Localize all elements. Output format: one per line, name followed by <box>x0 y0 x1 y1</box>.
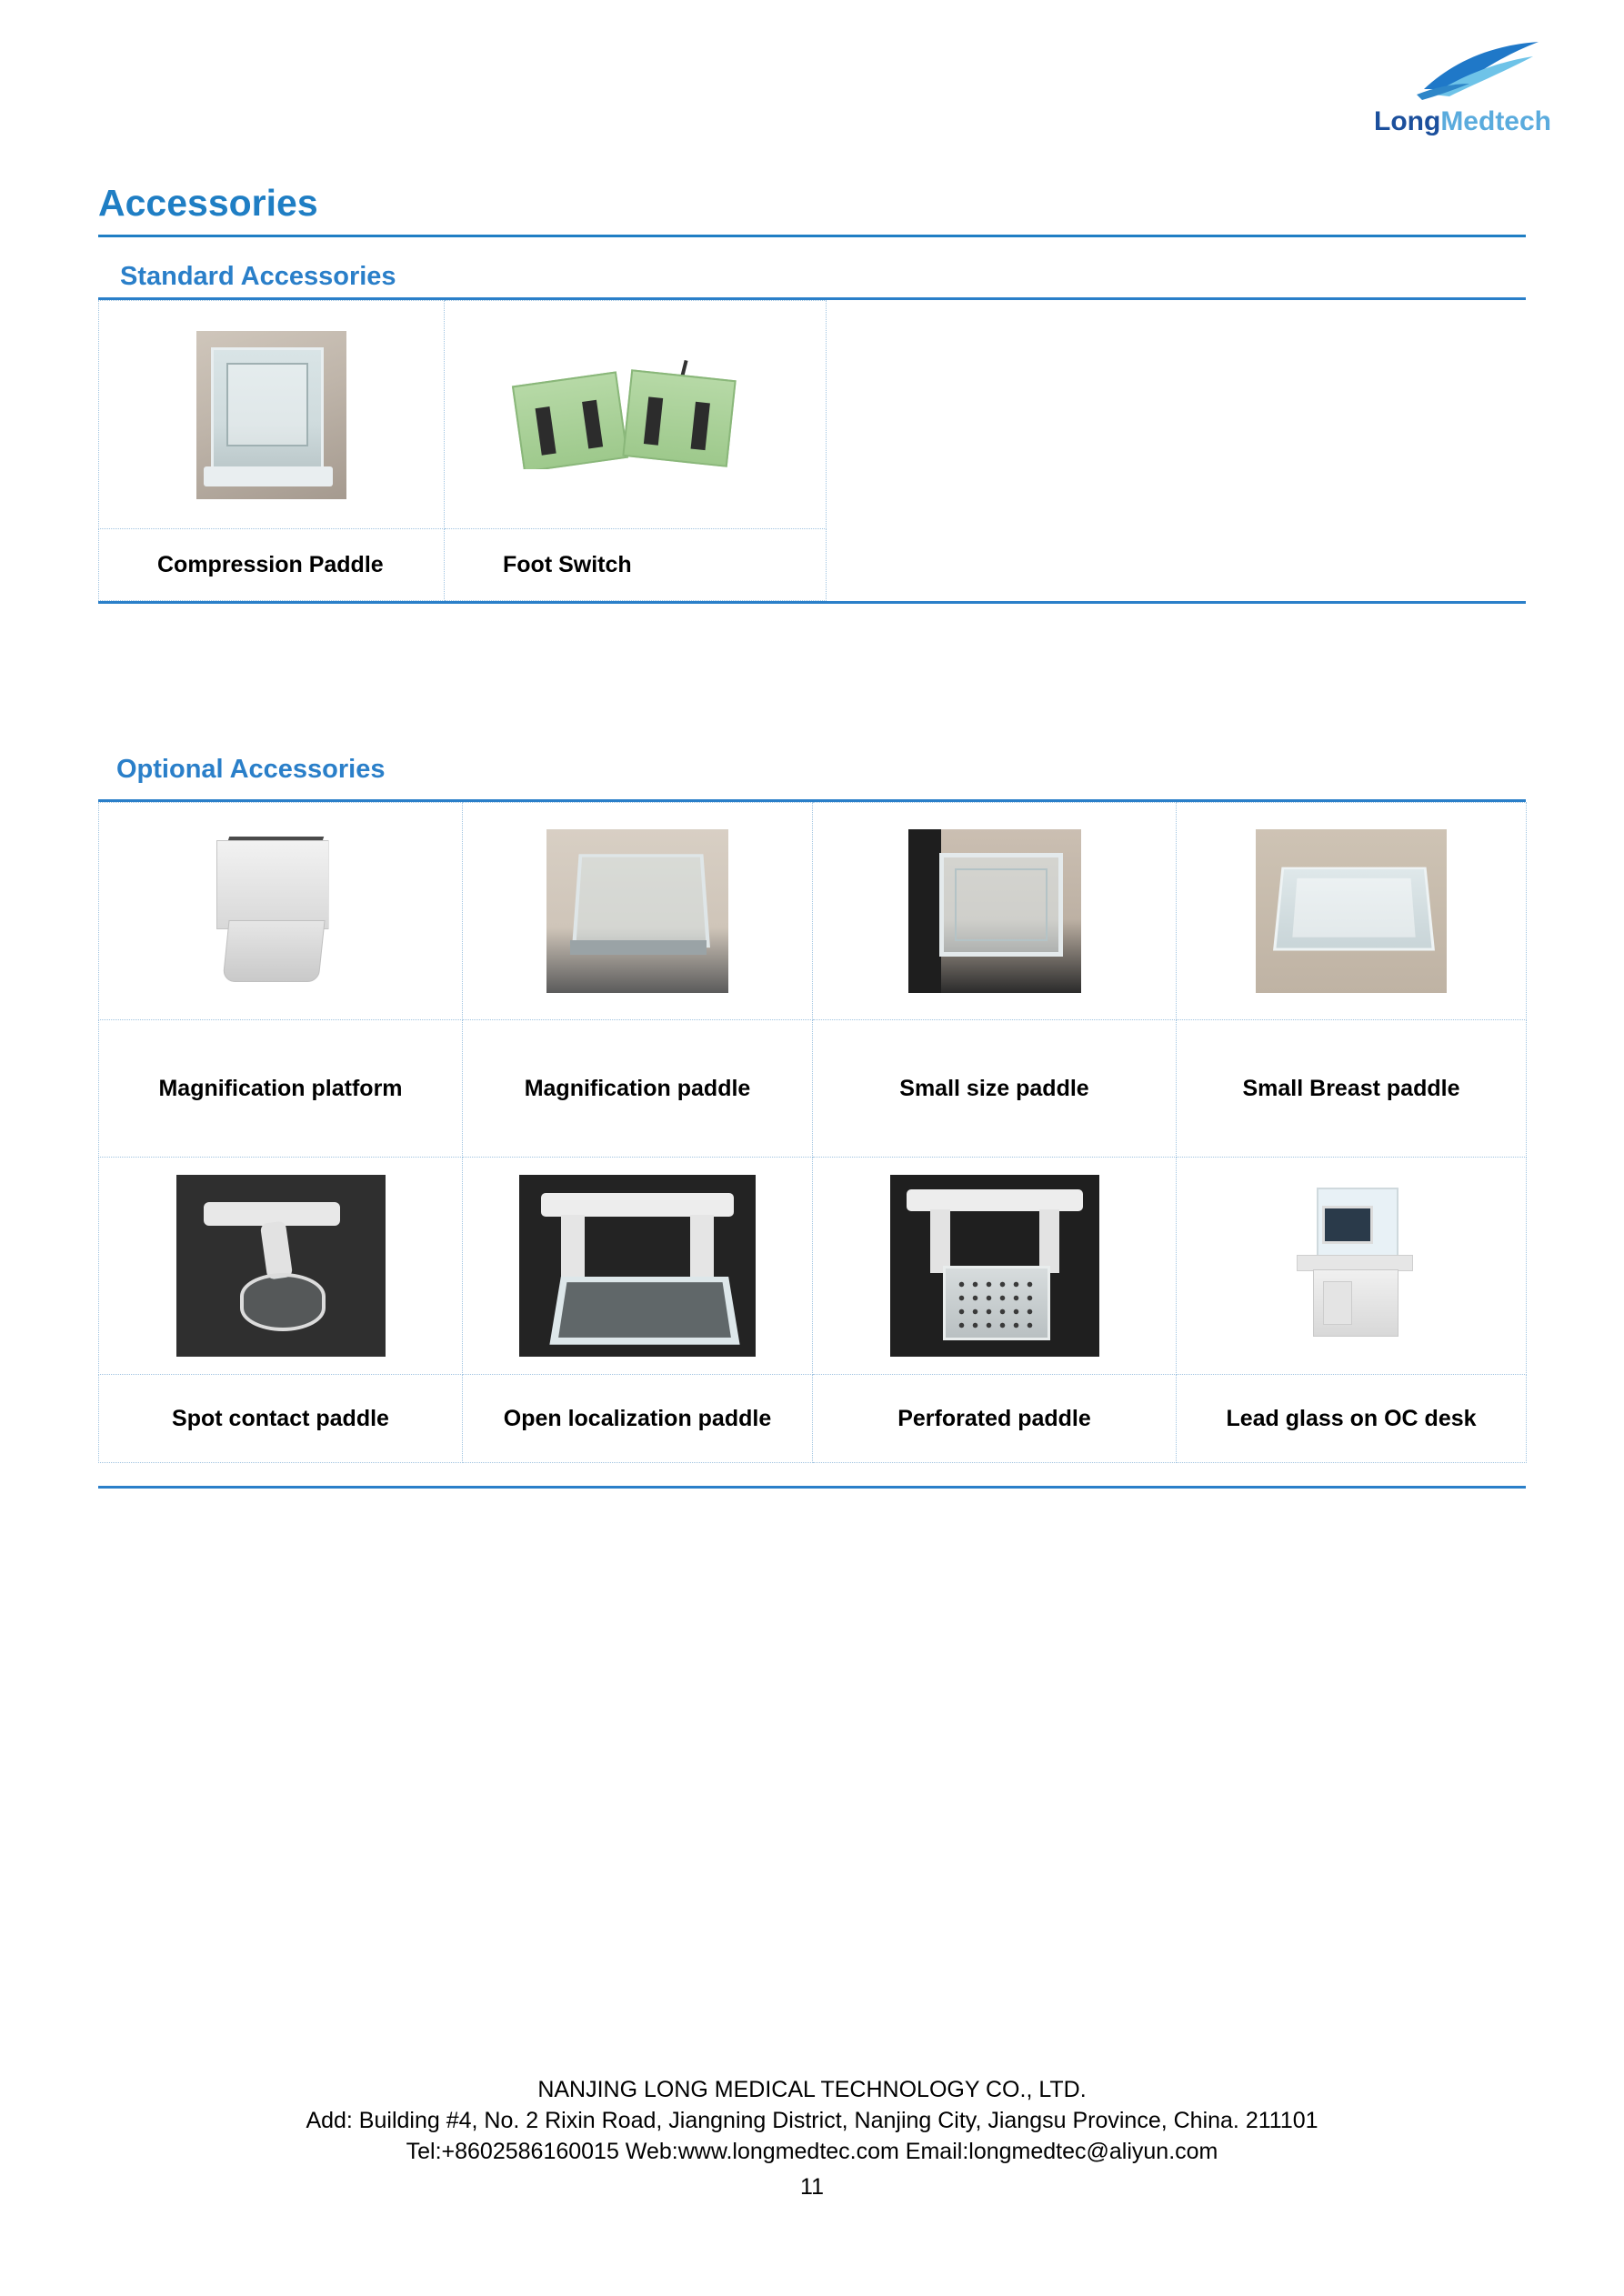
title-divider <box>98 235 1526 237</box>
caption-open-localization-paddle: Open localization paddle <box>503 1406 772 1431</box>
caption-small-breast-paddle: Small Breast paddle <box>1242 1076 1460 1101</box>
optional-caption-cell-magnification-platform <box>99 1020 463 1158</box>
optional-image-cell-lead-glass-oc-desk <box>1177 1158 1527 1375</box>
magnification-platform-photo <box>195 829 367 993</box>
optional-accessories-table <box>98 802 1527 1463</box>
table-row <box>99 1375 1527 1463</box>
company-logo <box>1315 36 1551 137</box>
caption-small-size-paddle: Small size paddle <box>899 1076 1089 1101</box>
optional-table-bottom-rule <box>98 1486 1526 1489</box>
standard-image-cell-foot-switch <box>445 301 827 529</box>
standard-accessories-table <box>98 300 827 601</box>
page-title: Accessories <box>98 182 318 224</box>
open-localization-paddle-photo <box>519 1175 756 1357</box>
optional-caption-cell-magnification-paddle <box>463 1020 813 1158</box>
standard-table-bottom-rule <box>98 601 1526 604</box>
logo-wordmark <box>1315 106 1551 137</box>
optional-image-cell-spot-contact-paddle <box>99 1158 463 1375</box>
caption-compression-paddle: Compression Paddle <box>157 552 384 577</box>
caption-magnification-paddle: Magnification paddle <box>524 1076 751 1101</box>
footer-address: Add: Building #4, No. 2 Rixin Road, Jiangning District, Nanjing City, Jiangsu Province, China. 211101 <box>306 2107 1318 2133</box>
table-row <box>99 1158 1527 1375</box>
section-heading-standard: Standard Accessories <box>120 262 396 291</box>
page-number: 11 <box>800 2174 824 2201</box>
perforated-paddle-photo <box>890 1175 1099 1357</box>
standard-caption-cell-compression-paddle <box>99 529 445 601</box>
optional-image-cell-small-size-paddle <box>813 803 1177 1020</box>
optional-caption-cell-lead-glass-oc-desk <box>1177 1375 1527 1463</box>
page-footer <box>0 2075 1624 2203</box>
caption-perforated-paddle: Perforated paddle <box>897 1406 1091 1431</box>
magnification-paddle-photo <box>546 829 728 993</box>
optional-image-cell-open-localization-paddle <box>463 1158 813 1375</box>
table-row <box>99 1020 1527 1158</box>
swoosh-logo-icon <box>1369 36 1551 105</box>
table-row <box>99 301 827 529</box>
optional-caption-cell-perforated-paddle <box>813 1375 1177 1463</box>
caption-magnification-platform: Magnification platform <box>158 1076 403 1101</box>
footer-company-name: NANJING LONG MEDICAL TECHNOLOGY CO., LTD. <box>537 2077 1087 2102</box>
lead-glass-oc-desk-photo <box>1260 1175 1442 1357</box>
optional-image-cell-perforated-paddle <box>813 1158 1177 1375</box>
optional-caption-cell-open-localization-paddle <box>463 1375 813 1463</box>
standard-caption-cell-foot-switch <box>445 529 827 601</box>
optional-caption-cell-spot-contact-paddle <box>99 1375 463 1463</box>
standard-image-cell-compression-paddle <box>99 301 445 529</box>
caption-lead-glass-oc-desk: Lead glass on OC desk <box>1226 1406 1477 1431</box>
caption-spot-contact-paddle: Spot contact paddle <box>172 1406 389 1431</box>
optional-image-cell-magnification-paddle <box>463 803 813 1020</box>
table-row <box>99 529 827 601</box>
section-heading-optional: Optional Accessories <box>116 755 386 784</box>
footer-contact: Tel:+8602586160015 Web:www.longmedtec.com Email:longmedtec@aliyun.com <box>406 2138 1218 2164</box>
optional-caption-cell-small-breast-paddle <box>1177 1020 1527 1158</box>
spot-contact-paddle-photo <box>176 1175 386 1357</box>
logo-word-long: Long <box>1374 106 1441 136</box>
small-size-paddle-photo <box>908 829 1081 993</box>
caption-foot-switch: Foot Switch <box>503 552 632 577</box>
table-row <box>99 803 1527 1020</box>
small-breast-paddle-photo <box>1256 829 1447 993</box>
optional-image-cell-magnification-platform <box>99 803 463 1020</box>
compression-paddle-photo <box>196 331 346 499</box>
optional-image-cell-small-breast-paddle <box>1177 803 1527 1020</box>
logo-word-medtech: Medtech <box>1440 106 1551 136</box>
optional-caption-cell-small-size-paddle <box>813 1020 1177 1158</box>
foot-switch-photo <box>499 360 772 469</box>
